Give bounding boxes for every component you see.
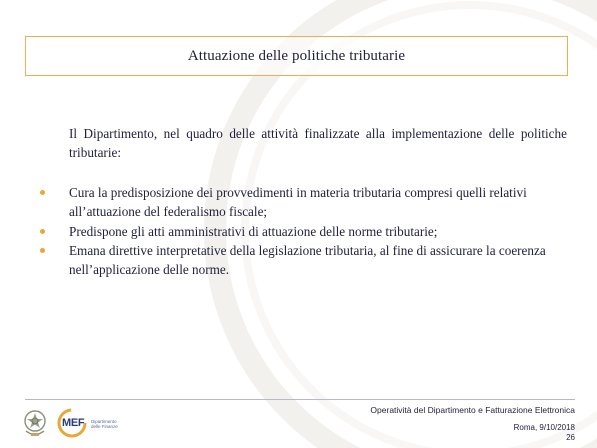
intro-paragraph: Il Dipartimento, nel quadro delle attività finalizzate alla implementazione delle politiche tributarie: (69, 126, 567, 160)
list-item (40, 241, 568, 279)
mef-logo-subtext: Dipartimento delle Finanze (91, 419, 118, 429)
slide-title: Attuazione delle politiche tributarie (187, 47, 406, 64)
bullet-text: Cura la predisposizione dei provvedimenti in materia tributaria compresi quelli relativi all’attuazione del federalismo fiscale; (69, 185, 527, 219)
bullet-text: Predispone gli atti amministrativi di attuazione delle norme tributarie; (69, 223, 438, 239)
footer-place-date: Roma, 9/10/2018 (513, 423, 575, 432)
bullet-dot-icon (40, 190, 45, 195)
page-number: 26 (566, 433, 575, 442)
bullet-dot-icon (40, 229, 45, 234)
bullet-text: Emana direttive interpretative della legislazione tributaria, al fine di assicurare la coerenza nell’applicazione delle norme. (69, 243, 546, 277)
mef-logo-text: MEF (62, 417, 85, 429)
footer-presentation-title: Operatività del Dipartimento e Fatturazione Elettronica (370, 405, 575, 415)
list-item (40, 183, 568, 221)
italian-republic-emblem-icon (22, 407, 48, 439)
bullet-list (40, 183, 568, 280)
footer-divider (25, 399, 575, 400)
title-box (25, 36, 568, 76)
bullet-dot-icon (40, 248, 45, 253)
list-item (40, 222, 568, 241)
